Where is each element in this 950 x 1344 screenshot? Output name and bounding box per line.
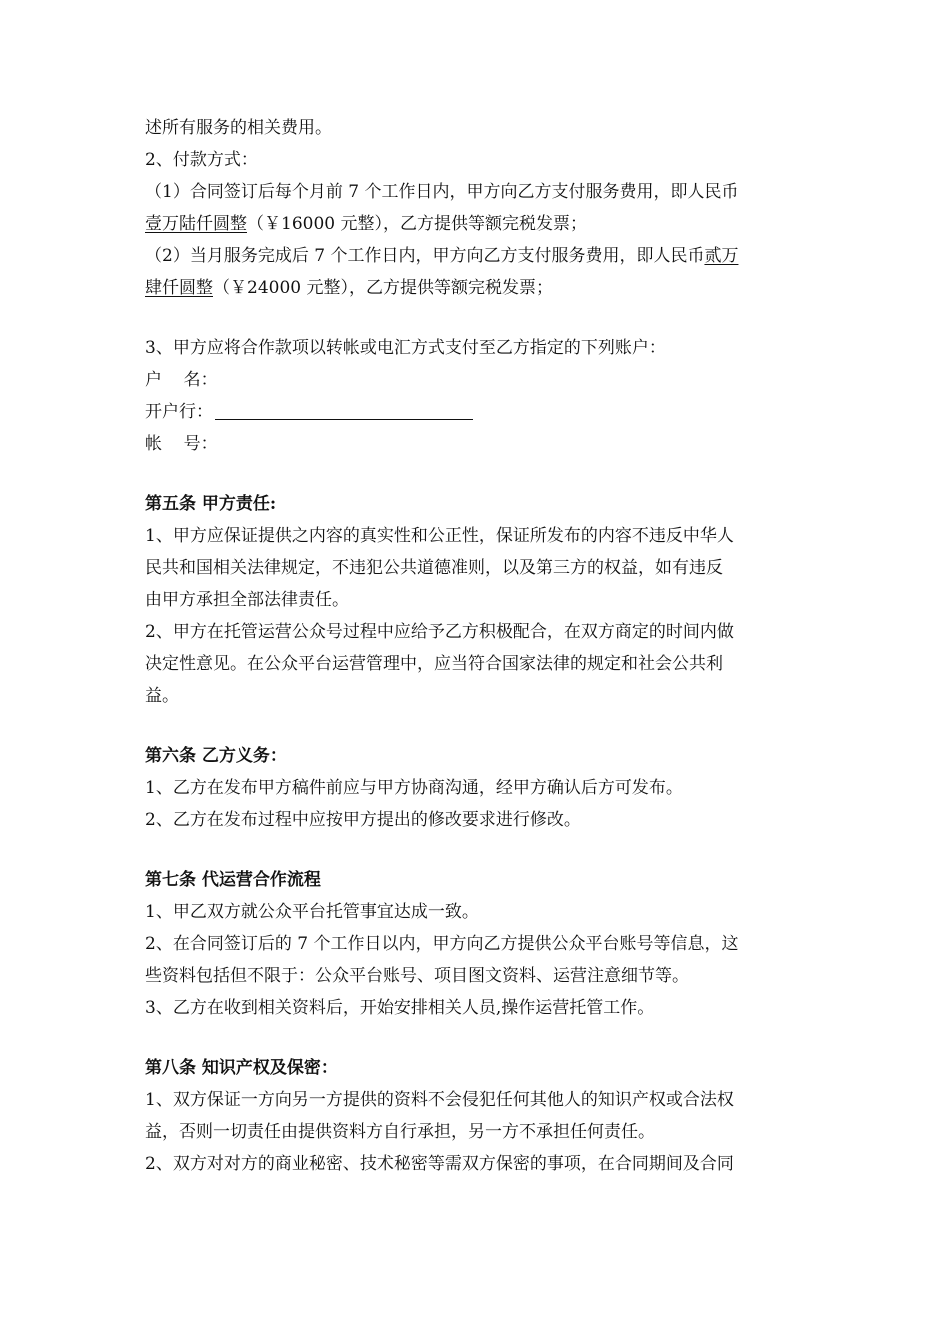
text-line: 2、乙方在发布过程中应按甲方提出的修改要求进行修改。 xyxy=(145,810,581,830)
text-line: 2、双方对对方的商业秘密、技术秘密等需双方保密的事项，在合同期间及合同 xyxy=(145,1154,734,1174)
spacer xyxy=(145,1024,810,1052)
text-line: 些资料包括但不限于：公众平台账号、项目图文资料、运营注意细节等。 xyxy=(145,966,689,986)
section-heading: 第五条 甲方责任: xyxy=(145,494,277,514)
section-heading: 第七条 代运营合作流程 xyxy=(145,870,321,890)
amount-in-words: 壹万陆仟圆整 xyxy=(145,214,247,234)
amount-in-words: 贰万 xyxy=(704,246,739,266)
field-label: 户 名： xyxy=(145,370,218,390)
field-label: 帐 号： xyxy=(145,434,218,454)
document-body xyxy=(145,112,810,1180)
text-line xyxy=(145,208,810,240)
text-line: 3、甲方应将合作款项以转帐或电汇方式支付至乙方指定的下列账户： xyxy=(145,338,666,358)
amount-detail: （￥24000 元整），乙方提供等额完税发票； xyxy=(213,278,553,298)
text-line: （1）合同签订后每个月前 7 个工作日内，甲方向乙方支付服务费用，即人民币 xyxy=(145,182,739,202)
text-line xyxy=(145,240,810,272)
amount-in-words: 肆仟圆整 xyxy=(145,278,213,298)
text-line: 1、甲乙双方就公众平台托管事宜达成一致。 xyxy=(145,902,479,922)
section-heading: 第六条 乙方义务： xyxy=(145,746,287,766)
spacer xyxy=(145,712,810,740)
blank-underline xyxy=(215,401,473,420)
text-line: 决定性意见。在公众平台运营管理中，应当符合国家法律的规定和社会公共利 xyxy=(145,654,723,674)
text-line: 益。 xyxy=(145,686,179,706)
amount-detail: （￥16000 元整），乙方提供等额完税发票； xyxy=(247,214,587,234)
field-label: 开户行： xyxy=(145,402,213,422)
account-name-field xyxy=(145,364,810,396)
text-line: 2、在合同签订后的 7 个工作日以内，甲方向乙方提供公众平台账号等信息，这 xyxy=(145,934,739,954)
text-line: 3、乙方在收到相关资料后，开始安排相关人员,操作运营托管工作。 xyxy=(145,998,655,1018)
text-line: 2、甲方在托管运营公众号过程中应给予乙方积极配合，在双方商定的时间内做 xyxy=(145,622,734,642)
account-bank-field xyxy=(145,396,810,428)
text-line: 由甲方承担全部法律责任。 xyxy=(145,590,349,610)
text-line: 述所有服务的相关费用。 xyxy=(145,118,332,138)
spacer xyxy=(145,836,810,864)
text-line: 民共和国相关法律规定，不违犯公共道德准则，以及第三方的权益，如有违反 xyxy=(145,558,723,578)
text-line: 1、乙方在发布甲方稿件前应与甲方协商沟通，经甲方确认后方可发布。 xyxy=(145,778,683,798)
text-line xyxy=(145,272,810,304)
text-line: 益，否则一切责任由提供资料方自行承担，另一方不承担任何责任。 xyxy=(145,1122,655,1142)
text-span: （2）当月服务完成后 7 个工作日内，甲方向乙方支付服务费用，即人民币 xyxy=(145,246,705,266)
text-line: 1、甲方应保证提供之内容的真实性和公正性，保证所发布的内容不违反中华人 xyxy=(145,526,734,546)
text-line: 1、双方保证一方向另一方提供的资料不会侵犯任何其他人的知识产权或合法权 xyxy=(145,1090,734,1110)
spacer xyxy=(145,304,810,332)
section-heading: 第八条 知识产权及保密： xyxy=(145,1058,338,1078)
spacer xyxy=(145,460,810,488)
account-number-field xyxy=(145,428,810,460)
payment-method-heading: 2、付款方式： xyxy=(145,150,258,170)
